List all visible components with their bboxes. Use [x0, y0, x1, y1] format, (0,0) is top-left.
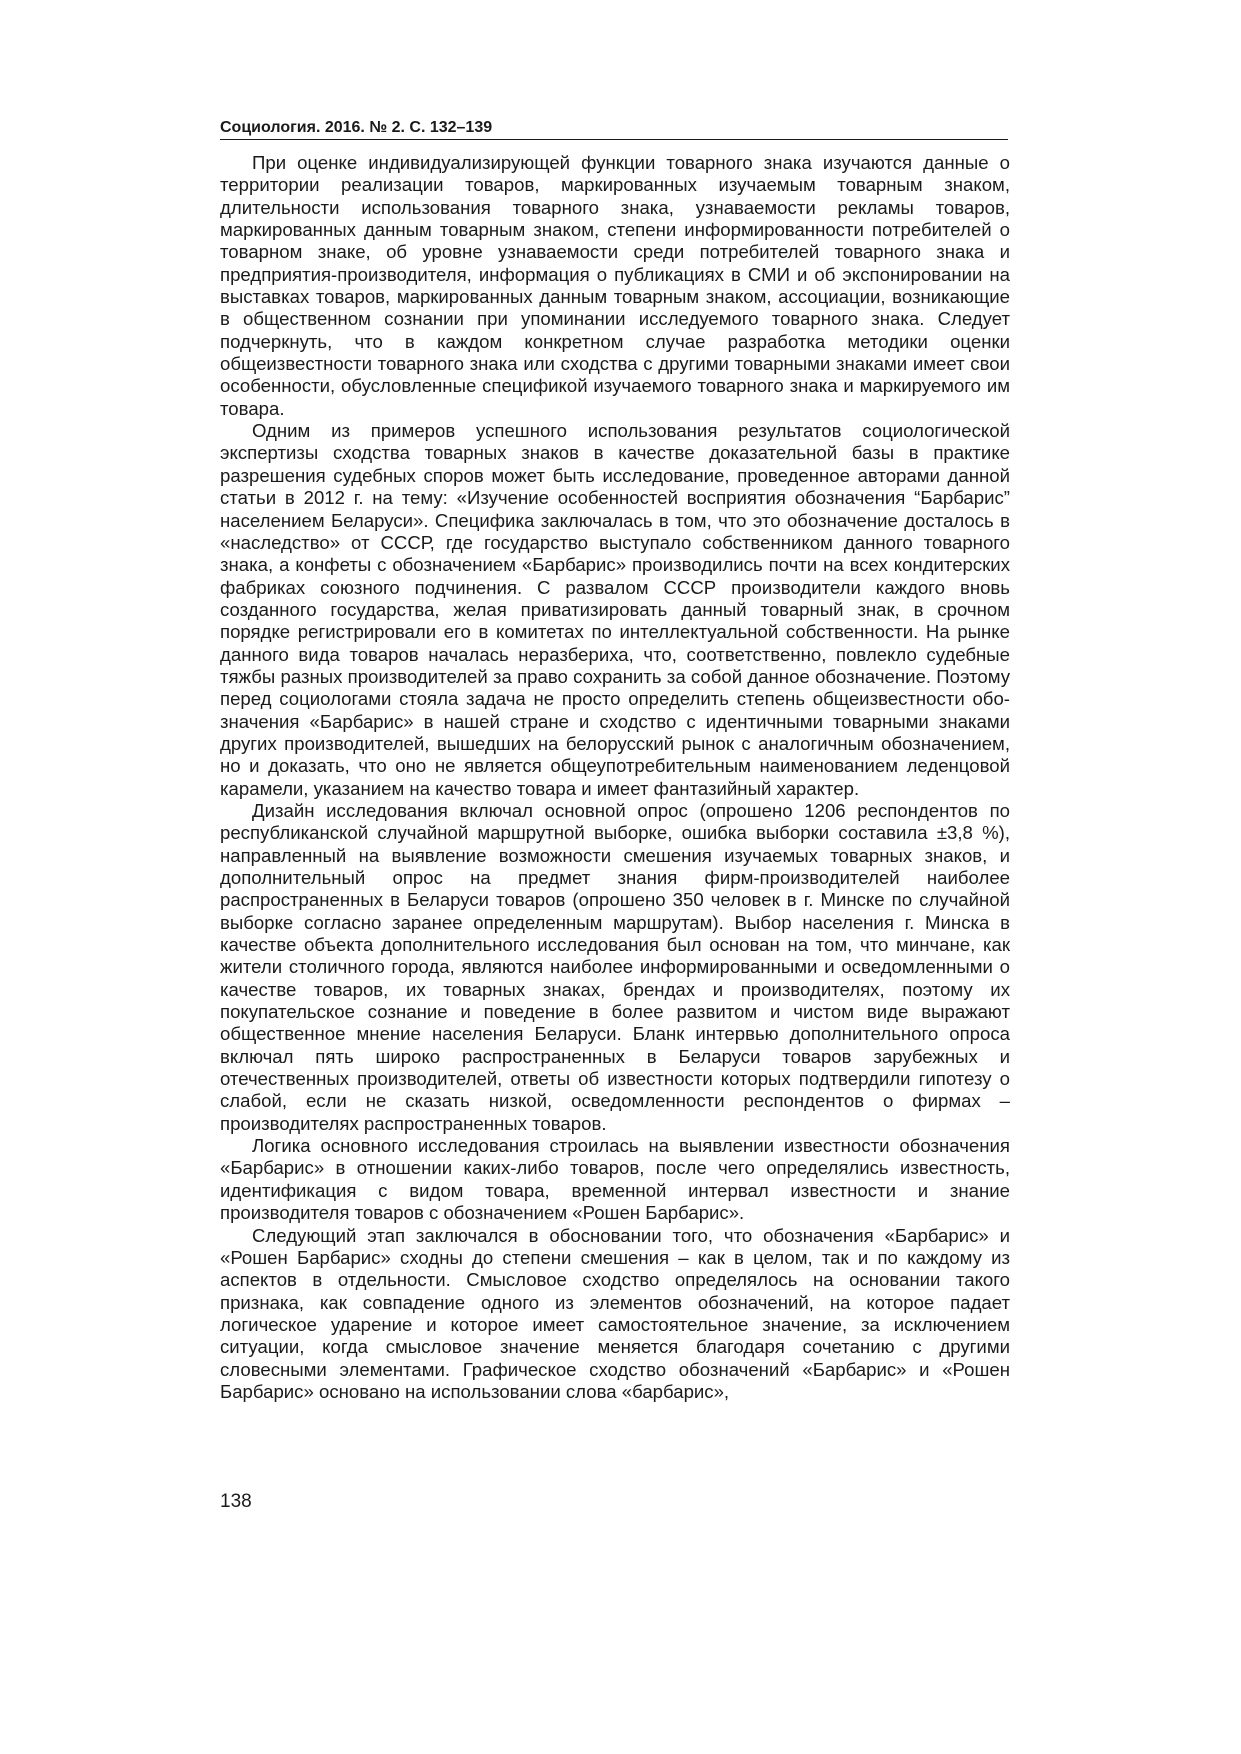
- paragraph-barbaris-example: Одним из примеров успешного использования результатов социологической экспертизы сходства товарных знаков в качестве доказательной базы в практике разрешения судебных споров может быть исследование, проведенное авторами данной статьи в 2012 г. на тему: «Изучение особенностей восприятия обозначения “Барбарис” населением Беларуси». Специфика заключалась в том, что это обозначение досталось в «наследство» от СССР, где государство выступало собственником данного товарного знака, а конфеты с обозначением «Барбарис» производились почти на всех кондитерских фабриках союзного подчинения. С развалом СССР производители каждого вновь созданного государства, желая приватизировать данный товарный знак, в срочном порядке регистрировали его в комитетах по интеллектуальной собственности. На рынке данного вида товаров началась неразбериха, что, соответственно, повлекло судебные тяжбы разных производителей за право сохранить за собой данное обозначение. Поэтому перед социологами стояла задача не просто определить степень общеизвестности обозначения «Барбарис» в нашей стране и сходство с идентичными товарными знаками других производителей, вышедших на белорусский рынок с аналогичным обозначением, но и доказать, что оно не является общеупотребительным наименованием леденцовой карамели, указанием на качество товара и имеет фантазийный характер.: [220, 420, 1010, 799]
- paragraph-main-study-logic: Логика основного исследования строилась на выявлении известности обозначения «Барбарис» в отношении каких-либо товаров, после чего определялись известность, идентификация с видом товара, временной интервал известности и знание производителя товаров с обозначением «Рошен Барбарис».: [220, 1135, 1010, 1224]
- article-body: [220, 152, 1010, 1403]
- paragraph-trademark-evaluation: При оценке индивидуализирующей функции товарного знака изучаются данные о территории реализации товаров, маркированных изучаемым товарным знаком, длительности использования товарного знака, узнаваемости рекламы товаров, маркированных данным товарным знаком, степени информированности потребителей о товарном знаке, об уровне узнаваемости среди потребителей товарного знака и предприятия-производителя, информация о публикациях в СМИ и об экспонировании на выставках товаров, маркированных данным товарным знаком, ассоциации, возникающие в общественном сознании при упоминании исследуемого товарного знака. Следует подчеркнуть, что в каждом конкретном случае разработка методики оценки общеизвестности товарного знака или сходства с другими товарными знаками имеет свои особенности, обусловленные спецификой изучаемого товарного знака и маркируемого им товара.: [220, 152, 1010, 419]
- paragraph-research-design: Дизайн исследования включал основной опрос (опрошено 1206 респондентов по республиканской случайной маршрутной выборке, ошибка выборки составила ±3,8 %), направленный на выявление возможности смешения изучаемых товарных знаков, и дополнительный опрос на предмет знания фирм-производителей наиболее распространенных в Беларуси товаров (опрошено 350 человек в г. Минске по случайной выборке согласно заранее определенным маршрутам). Выбор населения г. Минска в качестве объекта дополнительного исследования был основан на том, что минчане, как жители столичного города, являются наиболее информированными и осведомленными о качестве товаров, их товарных знаках, брендах и производителях, поэтому их покупательское сознание и поведение в более развитом и чистом виде выражают общественное мнение населения Беларуси. Бланк интервью дополнительного опроса включал пять широко распространенных в Беларуси товаров зарубежных и отечественных производителей, ответы об известности которых подтвердили гипотезу о слабой, если не сказать низкой, осведомленности респондентов о фирмах – производителях распространенных товаров.: [220, 799, 1010, 1134]
- paragraph-similarity-stage: Следующий этап заключался в обосновании того, что обозначения «Барбарис» и «Рошен Барбарис» сходны до степени смешения – как в целом, так и по каждому из аспектов в отдельности. Смысловое сходство определялось на основании такого признака, как совпадение одного из элементов обозначений, на которое падает логическое ударение и которое имеет самостоятельное значение, за исключением ситуации, когда смысловое значение меняется благодаря сочетанию с другими словесными элементами. Графическое сходство обозначений «Барбарис» и «Рошен Барбарис» основано на использовании слова «барбарис»,: [220, 1224, 1010, 1402]
- running-head: Социология. 2016. № 2. С. 132–139: [220, 118, 1008, 140]
- page-number: 138: [220, 1491, 252, 1512]
